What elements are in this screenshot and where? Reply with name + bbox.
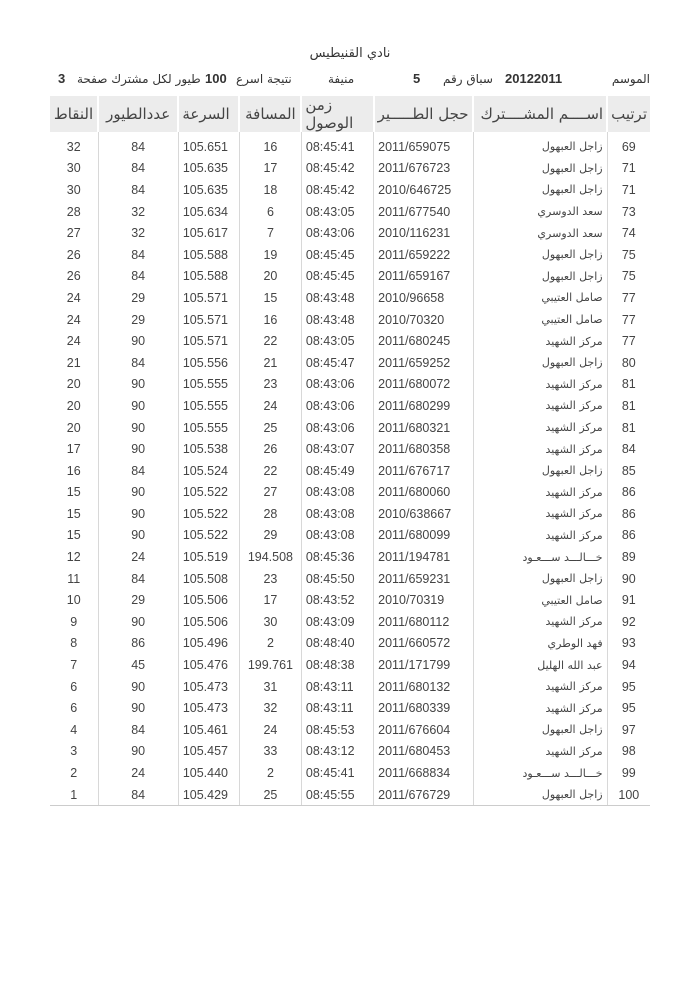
table-row bbox=[50, 719, 650, 741]
points-cell: 11 bbox=[67, 571, 81, 586]
distance-cell: 18 bbox=[239, 179, 301, 201]
ring-cell: 2011/171799 bbox=[374, 654, 473, 676]
distance-cell: 31 bbox=[239, 676, 301, 698]
table-row bbox=[50, 525, 650, 547]
distance-cell: 30 bbox=[239, 611, 301, 633]
speed-cell: 105.473 bbox=[178, 676, 239, 698]
bird-count-cell: 90 bbox=[98, 438, 178, 460]
rank-cell: 75 bbox=[607, 266, 650, 288]
table-row bbox=[50, 136, 650, 158]
bird-count-cell: 24 bbox=[98, 762, 178, 784]
speed-cell: 105.473 bbox=[178, 697, 239, 719]
ring-cell: 2011/680453 bbox=[374, 741, 473, 763]
table-row bbox=[50, 546, 650, 568]
rank-cell: 90 bbox=[607, 568, 650, 590]
bird-count-cell: 90 bbox=[98, 330, 178, 352]
points-cell: 15 bbox=[66, 506, 81, 521]
points-cell: 26 bbox=[66, 247, 81, 262]
bird-count-cell: 84 bbox=[98, 266, 178, 288]
participant-cell: خـــالـــد ســـعـود bbox=[473, 546, 607, 568]
rank-cell: 81 bbox=[607, 374, 650, 396]
table-row bbox=[50, 201, 650, 223]
top-count: 100 bbox=[205, 71, 227, 86]
arrival-time-cell: 08:45:45 bbox=[301, 266, 373, 288]
table-row bbox=[50, 179, 650, 201]
rank-cell: 84 bbox=[607, 438, 650, 460]
table-row bbox=[50, 633, 650, 655]
arrival-time-cell: 08:43:05 bbox=[301, 330, 373, 352]
speed-cell: 105.524 bbox=[178, 460, 239, 482]
distance-cell: 26 bbox=[239, 438, 301, 460]
table-row bbox=[50, 330, 650, 352]
bird-count-cell: 32 bbox=[98, 201, 178, 223]
speed-cell: 105.476 bbox=[178, 654, 239, 676]
ring-cell: 2011/676723 bbox=[374, 158, 473, 180]
points-cell: 24 bbox=[66, 312, 81, 327]
rank-cell: 74 bbox=[607, 222, 650, 244]
points-cell: 15 bbox=[66, 485, 81, 500]
arrival-time-cell: 08:43:05 bbox=[301, 201, 373, 223]
table-row bbox=[50, 395, 650, 417]
col-arrival-time: زمن الوصول bbox=[301, 96, 373, 132]
distance-cell: 24 bbox=[239, 395, 301, 417]
ring-cell: 2010/638667 bbox=[374, 503, 473, 525]
rank-cell: 100 bbox=[607, 784, 650, 806]
rank-cell: 95 bbox=[607, 697, 650, 719]
speed-cell: 105.635 bbox=[178, 158, 239, 180]
ring-cell: 2011/680060 bbox=[374, 482, 473, 504]
table-row bbox=[50, 460, 650, 482]
points-cell: 10 bbox=[66, 593, 81, 608]
rank-cell: 71 bbox=[607, 179, 650, 201]
speed-cell: 105.522 bbox=[178, 503, 239, 525]
table-row bbox=[50, 654, 650, 676]
points-cell: 16 bbox=[66, 463, 81, 478]
ring-cell: 2011/659252 bbox=[374, 352, 473, 374]
distance-cell: 16 bbox=[239, 309, 301, 331]
ring-cell: 2010/646725 bbox=[374, 179, 473, 201]
rank-cell: 86 bbox=[607, 503, 650, 525]
arrival-time-cell: 08:43:12 bbox=[301, 741, 373, 763]
points-cell: 28 bbox=[66, 204, 81, 219]
rank-cell: 71 bbox=[607, 158, 650, 180]
speed-cell: 105.440 bbox=[178, 762, 239, 784]
bird-count-cell: 90 bbox=[98, 697, 178, 719]
speed-cell: 105.571 bbox=[178, 287, 239, 309]
ring-cell: 2011/680112 bbox=[374, 611, 473, 633]
distance-cell: 29 bbox=[239, 525, 301, 547]
participant-cell: فهد الوطري bbox=[473, 633, 607, 655]
points-cell: 20 bbox=[66, 377, 81, 392]
participant-cell: زاجل العبهول bbox=[473, 719, 607, 741]
ring-cell: 2011/680299 bbox=[374, 395, 473, 417]
distance-cell: 2 bbox=[239, 633, 301, 655]
speed-cell: 105.588 bbox=[178, 244, 239, 266]
points-cell: 30 bbox=[66, 161, 81, 176]
rank-cell: 95 bbox=[607, 676, 650, 698]
table-row bbox=[50, 287, 650, 309]
arrival-time-cell: 08:43:06 bbox=[301, 395, 373, 417]
arrival-time-cell: 08:45:55 bbox=[301, 784, 373, 806]
points-cell: 15 bbox=[66, 528, 81, 543]
arrival-time-cell: 08:43:07 bbox=[301, 438, 373, 460]
speed-cell: 105.588 bbox=[178, 266, 239, 288]
ring-cell: 2010/70319 bbox=[374, 589, 473, 611]
result-label: نتيجة اسرع bbox=[236, 72, 292, 86]
ring-cell: 2011/676604 bbox=[374, 719, 473, 741]
arrival-time-cell: 08:45:50 bbox=[301, 568, 373, 590]
distance-cell: 15 bbox=[239, 287, 301, 309]
distance-cell: 25 bbox=[239, 784, 301, 806]
rank-cell: 69 bbox=[607, 136, 650, 158]
col-speed: السرعة bbox=[178, 96, 239, 132]
ring-cell: 2011/680072 bbox=[374, 374, 473, 396]
participant-cell: مركز الشهيد bbox=[473, 374, 607, 396]
speed-cell: 105.555 bbox=[178, 395, 239, 417]
participant-cell: صامل العتيبي bbox=[473, 309, 607, 331]
arrival-time-cell: 08:45:36 bbox=[301, 546, 373, 568]
participant-cell: مركز الشهيد bbox=[473, 438, 607, 460]
table-row bbox=[50, 158, 650, 180]
points-cell: 30 bbox=[66, 182, 81, 197]
ring-cell: 2011/680358 bbox=[374, 438, 473, 460]
participant-cell: زاجل العبهول bbox=[473, 266, 607, 288]
speed-cell: 105.634 bbox=[178, 201, 239, 223]
distance-cell: 28 bbox=[239, 503, 301, 525]
speed-cell: 105.506 bbox=[178, 589, 239, 611]
race-location: منيفة bbox=[328, 72, 355, 86]
rank-cell: 99 bbox=[607, 762, 650, 784]
col-rank: ترتيب bbox=[607, 96, 650, 132]
ring-cell: 2011/659231 bbox=[374, 568, 473, 590]
speed-cell: 105.429 bbox=[178, 784, 239, 806]
speed-cell: 105.571 bbox=[178, 330, 239, 352]
bird-count-cell: 29 bbox=[98, 309, 178, 331]
distance-cell: 24 bbox=[239, 719, 301, 741]
speed-cell: 105.496 bbox=[178, 633, 239, 655]
col-distance: المسافة bbox=[239, 96, 301, 132]
ring-cell: 2011/194781 bbox=[374, 546, 473, 568]
arrival-time-cell: 08:43:06 bbox=[301, 374, 373, 396]
table-header bbox=[50, 96, 650, 132]
participant-cell: زاجل العبهول bbox=[473, 568, 607, 590]
ring-cell: 2011/680339 bbox=[374, 697, 473, 719]
points-cell: 17 bbox=[66, 442, 81, 457]
rank-cell: 94 bbox=[607, 654, 650, 676]
distance-cell: 22 bbox=[239, 330, 301, 352]
bird-count-cell: 90 bbox=[98, 676, 178, 698]
points-cell: 32 bbox=[66, 139, 81, 154]
participant-cell: مركز الشهيد bbox=[473, 525, 607, 547]
bird-count-cell: 84 bbox=[98, 460, 178, 482]
arrival-time-cell: 08:45:42 bbox=[301, 179, 373, 201]
arrival-time-cell: 08:48:38 bbox=[301, 654, 373, 676]
ring-cell: 2011/676729 bbox=[374, 784, 473, 806]
speed-cell: 105.556 bbox=[178, 352, 239, 374]
points-cell: 26 bbox=[66, 269, 81, 284]
participant-cell: مركز الشهيد bbox=[473, 676, 607, 698]
rank-cell: 75 bbox=[607, 244, 650, 266]
bird-count-cell: 90 bbox=[98, 503, 178, 525]
points-cell: 7 bbox=[70, 658, 78, 673]
page-number: 3 bbox=[58, 71, 66, 86]
ring-cell: 2011/660572 bbox=[374, 633, 473, 655]
speed-cell: 105.506 bbox=[178, 611, 239, 633]
bird-count-cell: 90 bbox=[98, 395, 178, 417]
speed-cell: 105.522 bbox=[178, 482, 239, 504]
rank-cell: 77 bbox=[607, 330, 650, 352]
points-cell: 8 bbox=[70, 636, 78, 651]
speed-cell: 105.522 bbox=[178, 525, 239, 547]
table-row bbox=[50, 482, 650, 504]
table-row bbox=[50, 438, 650, 460]
col-participant: اســــم المشــــترك bbox=[473, 96, 607, 132]
speed-cell: 105.457 bbox=[178, 741, 239, 763]
points-cell: 3 bbox=[70, 744, 78, 759]
bird-count-cell: 84 bbox=[98, 352, 178, 374]
participant-cell: مركز الشهيد bbox=[473, 503, 607, 525]
ring-cell: 2011/680321 bbox=[374, 417, 473, 439]
participant-cell: زاجل العبهول bbox=[473, 460, 607, 482]
speed-cell: 105.635 bbox=[178, 179, 239, 201]
ring-cell: 2010/116231 bbox=[374, 222, 473, 244]
speed-cell: 105.651 bbox=[178, 136, 239, 158]
speed-cell: 105.555 bbox=[178, 417, 239, 439]
points-cell: 20 bbox=[66, 398, 81, 413]
arrival-time-cell: 08:43:08 bbox=[301, 503, 373, 525]
results-table bbox=[50, 96, 650, 806]
distance-cell: 199.761 bbox=[239, 654, 301, 676]
participant-cell: مركز الشهيد bbox=[473, 697, 607, 719]
distance-cell: 16 bbox=[239, 136, 301, 158]
points-cell: 6 bbox=[70, 679, 78, 694]
ring-cell: 2011/677540 bbox=[374, 201, 473, 223]
ring-cell: 2011/659222 bbox=[374, 244, 473, 266]
ring-cell: 2011/680099 bbox=[374, 525, 473, 547]
arrival-time-cell: 08:45:41 bbox=[301, 762, 373, 784]
points-cell: 1 bbox=[50, 784, 98, 806]
table-row bbox=[50, 611, 650, 633]
points-cell: 20 bbox=[66, 420, 81, 435]
arrival-time-cell: 08:45:47 bbox=[301, 352, 373, 374]
bird-count-cell: 84 bbox=[98, 136, 178, 158]
arrival-time-cell: 08:43:11 bbox=[301, 676, 373, 698]
participant-cell: مركز الشهيد bbox=[473, 482, 607, 504]
bird-count-cell: 84 bbox=[98, 244, 178, 266]
bird-count-cell: 90 bbox=[98, 417, 178, 439]
speed-cell: 105.461 bbox=[178, 719, 239, 741]
ring-cell: 2011/676717 bbox=[374, 460, 473, 482]
distance-cell: 20 bbox=[239, 266, 301, 288]
race-label: سباق رقم bbox=[443, 72, 493, 86]
table-row bbox=[50, 222, 650, 244]
bird-count-cell: 29 bbox=[98, 287, 178, 309]
points-cell: 12 bbox=[66, 550, 81, 565]
bird-count-cell: 84 bbox=[98, 719, 178, 741]
table-row bbox=[50, 589, 650, 611]
rank-cell: 81 bbox=[607, 417, 650, 439]
arrival-time-cell: 08:43:06 bbox=[301, 222, 373, 244]
speed-cell: 105.519 bbox=[178, 546, 239, 568]
table-row bbox=[50, 676, 650, 698]
participant-cell: مركز الشهيد bbox=[473, 330, 607, 352]
participant-cell: صامل العتيبي bbox=[473, 287, 607, 309]
speed-cell: 105.555 bbox=[178, 374, 239, 396]
rank-cell: 89 bbox=[607, 546, 650, 568]
ring-cell: 2011/680132 bbox=[374, 676, 473, 698]
participant-cell: زاجل العبهول bbox=[473, 136, 607, 158]
distance-cell: 2 bbox=[239, 762, 301, 784]
bird-count-cell: 32 bbox=[98, 222, 178, 244]
participant-cell: سعد الدوسري bbox=[473, 222, 607, 244]
participant-cell: خـــالـــد ســـعـود bbox=[473, 762, 607, 784]
bird-count-cell: 24 bbox=[98, 546, 178, 568]
participant-cell: مركز الشهيد bbox=[473, 395, 607, 417]
rank-cell: 77 bbox=[607, 287, 650, 309]
arrival-time-cell: 08:43:09 bbox=[301, 611, 373, 633]
arrival-time-cell: 08:48:40 bbox=[301, 633, 373, 655]
distance-cell: 23 bbox=[239, 374, 301, 396]
ring-cell: 2011/659167 bbox=[374, 266, 473, 288]
table-row bbox=[50, 697, 650, 719]
distance-cell: 25 bbox=[239, 417, 301, 439]
distance-cell: 19 bbox=[239, 244, 301, 266]
rank-cell: 73 bbox=[607, 201, 650, 223]
arrival-time-cell: 08:43:48 bbox=[301, 309, 373, 331]
arrival-time-cell: 08:43:08 bbox=[301, 482, 373, 504]
speed-cell: 105.538 bbox=[178, 438, 239, 460]
arrival-time-cell: 08:43:48 bbox=[301, 287, 373, 309]
bird-count-cell: 84 bbox=[98, 179, 178, 201]
participant-cell: زاجل العبهول bbox=[473, 244, 607, 266]
bird-count-cell: 90 bbox=[98, 482, 178, 504]
rank-cell: 91 bbox=[607, 589, 650, 611]
participant-cell: زاجل العبهول bbox=[473, 352, 607, 374]
table-row bbox=[50, 568, 650, 590]
table-row bbox=[50, 352, 650, 374]
bird-count-cell: 45 bbox=[98, 654, 178, 676]
rank-cell: 86 bbox=[607, 525, 650, 547]
distance-cell: 22 bbox=[239, 460, 301, 482]
distance-cell: 194.508 bbox=[239, 546, 301, 568]
ring-cell: 2011/668834 bbox=[374, 762, 473, 784]
participant-cell: عبد الله الهليل bbox=[473, 654, 607, 676]
table-row bbox=[50, 741, 650, 763]
bird-count-cell: 90 bbox=[98, 374, 178, 396]
bird-count-cell: 84 bbox=[98, 158, 178, 180]
ring-cell: 2010/70320 bbox=[374, 309, 473, 331]
points-cell: 24 bbox=[66, 334, 81, 349]
club-title: نادي القنيطيس bbox=[309, 46, 391, 61]
rank-cell: 85 bbox=[607, 460, 650, 482]
rank-cell: 80 bbox=[607, 352, 650, 374]
rank-cell: 97 bbox=[607, 719, 650, 741]
points-cell: 6 bbox=[70, 701, 78, 716]
distance-cell: 23 bbox=[239, 568, 301, 590]
rank-cell: 86 bbox=[607, 482, 650, 504]
bird-count-cell: 90 bbox=[98, 741, 178, 763]
col-points: النقاط bbox=[50, 96, 98, 132]
per-participant-page-label: طيور لكل مشترك صفحة bbox=[77, 72, 201, 86]
table-row bbox=[50, 266, 650, 288]
points-cell: 4 bbox=[70, 722, 78, 737]
distance-cell: 7 bbox=[239, 222, 301, 244]
bird-count-cell: 86 bbox=[98, 633, 178, 655]
participant-cell: مركز الشهيد bbox=[473, 417, 607, 439]
participant-cell: صامل العتيبي bbox=[473, 589, 607, 611]
rank-cell: 92 bbox=[607, 611, 650, 633]
distance-cell: 27 bbox=[239, 482, 301, 504]
table-row bbox=[50, 503, 650, 525]
rank-cell: 81 bbox=[607, 395, 650, 417]
distance-cell: 17 bbox=[239, 589, 301, 611]
table-row bbox=[50, 244, 650, 266]
ring-cell: 2010/96658 bbox=[374, 287, 473, 309]
speed-cell: 105.571 bbox=[178, 309, 239, 331]
arrival-time-cell: 08:43:08 bbox=[301, 525, 373, 547]
table-row bbox=[50, 784, 650, 806]
points-cell: 24 bbox=[66, 290, 81, 305]
points-cell: 2 bbox=[70, 766, 78, 781]
distance-cell: 21 bbox=[239, 352, 301, 374]
rank-cell: 93 bbox=[607, 633, 650, 655]
distance-cell: 17 bbox=[239, 158, 301, 180]
rank-cell: 77 bbox=[607, 309, 650, 331]
table-row bbox=[50, 374, 650, 396]
col-ring: حجل الطـــــير bbox=[374, 96, 473, 132]
season-value: 20122011 bbox=[505, 71, 563, 86]
participant-cell: مركز الشهيد bbox=[473, 611, 607, 633]
speed-cell: 105.617 bbox=[178, 222, 239, 244]
season-label: الموسم bbox=[611, 72, 650, 86]
distance-cell: 33 bbox=[239, 741, 301, 763]
points-cell: 27 bbox=[66, 226, 81, 241]
arrival-time-cell: 08:43:06 bbox=[301, 417, 373, 439]
ring-cell: 2011/659075 bbox=[374, 136, 473, 158]
bird-count-cell: 84 bbox=[98, 784, 178, 806]
distance-cell: 32 bbox=[239, 697, 301, 719]
arrival-time-cell: 08:45:41 bbox=[301, 136, 373, 158]
distance-cell: 6 bbox=[239, 201, 301, 223]
table-row bbox=[50, 417, 650, 439]
bird-count-cell: 90 bbox=[98, 525, 178, 547]
bird-count-cell: 90 bbox=[98, 611, 178, 633]
participant-cell: زاجل العبهول bbox=[473, 784, 607, 806]
participant-cell: سعد الدوسري bbox=[473, 201, 607, 223]
arrival-time-cell: 08:45:49 bbox=[301, 460, 373, 482]
rank-cell: 98 bbox=[607, 741, 650, 763]
table-row bbox=[50, 309, 650, 331]
arrival-time-cell: 08:43:52 bbox=[301, 589, 373, 611]
arrival-time-cell: 08:45:53 bbox=[301, 719, 373, 741]
participant-cell: زاجل العبهول bbox=[473, 158, 607, 180]
race-number: 5 bbox=[413, 71, 421, 86]
arrival-time-cell: 08:45:45 bbox=[301, 244, 373, 266]
points-cell: 9 bbox=[70, 614, 78, 629]
points-cell: 21 bbox=[66, 355, 81, 370]
arrival-time-cell: 08:43:11 bbox=[301, 697, 373, 719]
participant-cell: مركز الشهيد bbox=[473, 741, 607, 763]
arrival-time-cell: 08:45:42 bbox=[301, 158, 373, 180]
ring-cell: 2011/680245 bbox=[374, 330, 473, 352]
participant-cell: زاجل العبهول bbox=[473, 179, 607, 201]
speed-cell: 105.508 bbox=[178, 568, 239, 590]
bird-count-cell: 84 bbox=[98, 568, 178, 590]
bird-count-cell: 29 bbox=[98, 589, 178, 611]
table-row bbox=[50, 762, 650, 784]
col-bird-count: عددالطيور bbox=[98, 96, 178, 132]
